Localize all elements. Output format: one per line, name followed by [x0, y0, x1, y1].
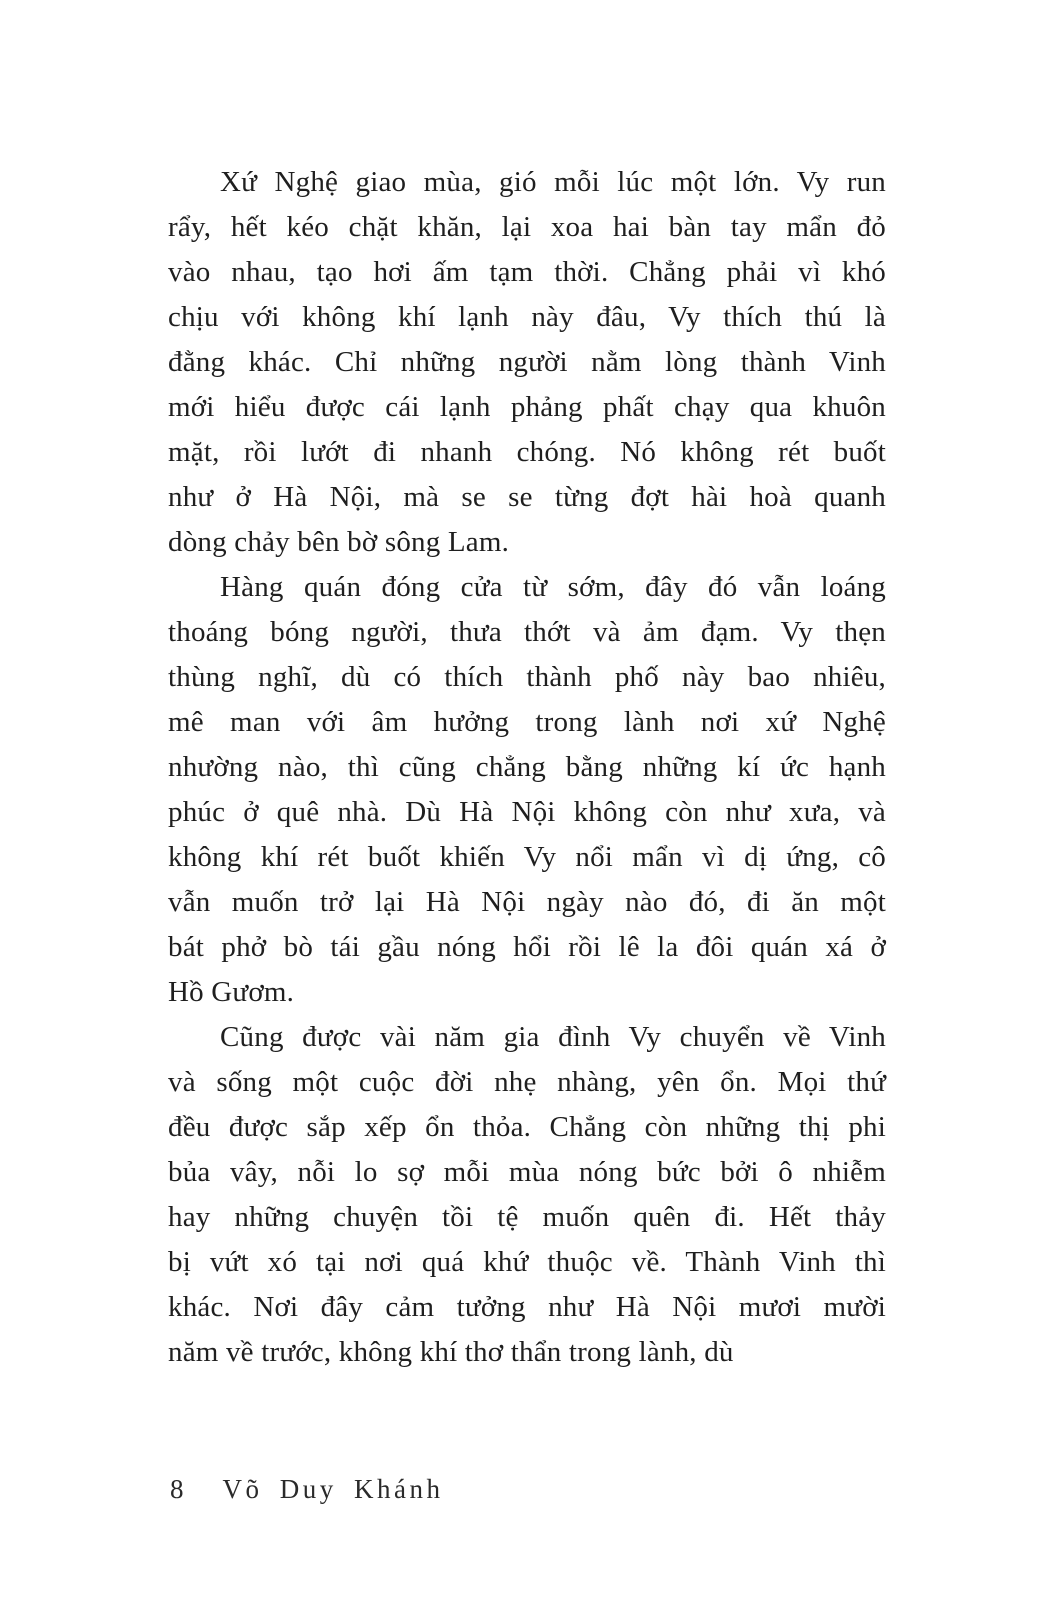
page-number: 8: [170, 1474, 185, 1504]
text-line: mặt, rồi lướt đi nhanh chóng. Nó không rét buốt: [168, 436, 886, 468]
text-line: không khí rét buốt khiến Vy nổi mẩn vì dị ứng, cô: [168, 841, 886, 873]
text-line: Hồ Gươm.: [168, 976, 295, 1008]
text-line: mới hiểu được cái lạnh phảng phất chạy qua khuôn: [168, 391, 886, 423]
text-line: rẩy, hết kéo chặt khăn, lại xoa hai bàn tay mẩn đỏ: [168, 211, 886, 243]
text-line: đều được sắp xếp ổn thỏa. Chẳng còn những thị phi: [168, 1111, 886, 1143]
text-line: bát phở bò tái gầu nóng hổi rồi lê la đôi quán xá ở: [168, 931, 886, 963]
text-line: vào nhau, tạo hơi ấm tạm thời. Chẳng phải vì khó: [168, 256, 886, 288]
text-line: bị vứt xó tại nơi quá khứ thuộc về. Thành Vinh thì: [168, 1246, 886, 1278]
text-line: nhường nào, thì cũng chẳng bằng những kí ức hạnh: [168, 751, 886, 783]
text-line: Cũng được vài năm gia đình Vy chuyển về Vinh: [220, 1021, 886, 1053]
text-line: năm về trước, không khí thơ thẩn trong lành, dù: [168, 1336, 734, 1368]
paragraph: [168, 1015, 886, 1375]
text-line: Hàng quán đóng cửa từ sớm, đây đó vẫn loáng: [220, 571, 886, 603]
text-line: mê man với âm hưởng trong lành nơi xứ Nghệ: [168, 706, 886, 738]
text-line: Xứ Nghệ giao mùa, gió mỗi lúc một lớn. Vy run: [220, 166, 886, 198]
text-line: khác. Nơi đây cảm tưởng như Hà Nội mươi mười: [168, 1291, 886, 1323]
text-line: và sống một cuộc đời nhẹ nhàng, yên ổn. Mọi thứ: [168, 1066, 886, 1098]
text-line: bủa vây, nỗi lo sợ mỗi mùa nóng bức bởi ô nhiễm: [168, 1156, 886, 1188]
text-line: vẫn muốn trở lại Hà Nội ngày nào đó, đi ăn một: [168, 886, 886, 918]
text-line: thoáng bóng người, thưa thớt và ảm đạm. Vy thẹn: [168, 616, 886, 648]
text-line: chịu với không khí lạnh này đâu, Vy thích thú là: [168, 301, 886, 333]
author-name: Võ Duy Khánh: [222, 1474, 444, 1504]
body-text: [168, 160, 886, 1375]
text-line: phúc ở quê nhà. Dù Hà Nội không còn như xưa, và: [168, 796, 886, 828]
text-line: hay những chuyện tồi tệ muốn quên đi. Hết thảy: [168, 1201, 886, 1233]
paragraph: [168, 565, 886, 1015]
text-line: như ở Hà Nội, mà se se từng đợt hài hoà quanh: [168, 481, 886, 513]
text-line: thùng nghĩ, dù có thích thành phố này bao nhiêu,: [168, 661, 886, 693]
page-footer: [170, 1472, 443, 1506]
text-line: dòng chảy bên bờ sông Lam.: [168, 526, 510, 558]
text-line: đằng khác. Chỉ những người nằm lòng thành Vinh: [168, 346, 886, 378]
paragraph: [168, 160, 886, 565]
